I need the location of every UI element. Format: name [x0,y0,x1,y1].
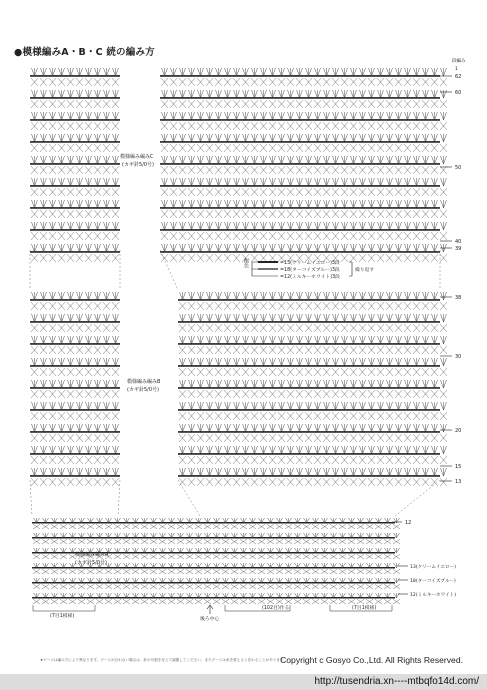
row-number-39: 39 [455,246,462,252]
header-right-line1: 段編み [452,59,466,64]
color-key [243,257,374,280]
row-number-12: 12 [405,520,412,526]
center-back-label: 後ろ中心 [200,617,220,622]
panel-a-name: 模様編み編みA [75,552,109,558]
header-right-line2: 1 [455,67,458,72]
row-number-13: 13 [455,479,462,485]
color-key-repeat-label: 繰り返す [355,268,375,273]
row-number-40: 40 [455,239,462,245]
row-number-15: 15 [455,464,462,470]
diagram-title: ●模様編みA・B・C 続の編み方 [14,47,155,58]
panel-a-hook: (カギ針5/0号) [75,560,107,566]
row-number-50: 50 [455,165,462,171]
footer-note: ★ゲージは編み方により異なります。ゲージが合わない場合は、針の号数を変えて調節してください。またゲージは糸を替えると変わることがあります。 [40,658,287,662]
panel-b-hook: (カギ針5/0号) [127,387,159,393]
panel-b-name: 模様編み編みB [127,379,161,385]
copyright: Copyright c Gosyo Co.,Ltd. All Rights Reserved. [280,655,463,665]
bottom-label-right: (7目1模様) [352,606,377,611]
bottom-color-1: 13(クリームイエロー) [410,565,456,570]
row-number-30: 30 [455,354,462,360]
row-number-20: 20 [455,428,462,434]
bottom-color-3: 12(ミルキーホワイト) [410,593,457,598]
watermark-url: http://tusendria.xn----mtbqfo14d.com/ [314,676,479,687]
stitch-pattern-layer [30,68,447,604]
row-number-60: 60 [455,90,462,96]
color-key-entry-3: =12(ミルキーホワイト)3段 [280,275,340,280]
color-key-entry-2: =18(ターコイズブルー)3段 [280,268,340,273]
bottom-labels [33,604,392,622]
row-number-62: 62 [455,74,462,80]
color-key-entry-1: =13(クリームイエロー)3段 [280,261,340,266]
row-number-38: 38 [455,295,462,301]
panel-c-hook: (カギ針5/0号) [122,162,154,168]
color-key-side-label: 配色 [243,258,249,268]
bottom-label-left: (7目1模様) [50,614,75,619]
stitch-count-label: (102目)作る [262,606,290,611]
bottom-color-2: 18(ターコイズブルー) [410,579,456,584]
panel-c-name: 模様編み編みC [120,154,154,160]
bottom-color-legend [398,564,456,598]
